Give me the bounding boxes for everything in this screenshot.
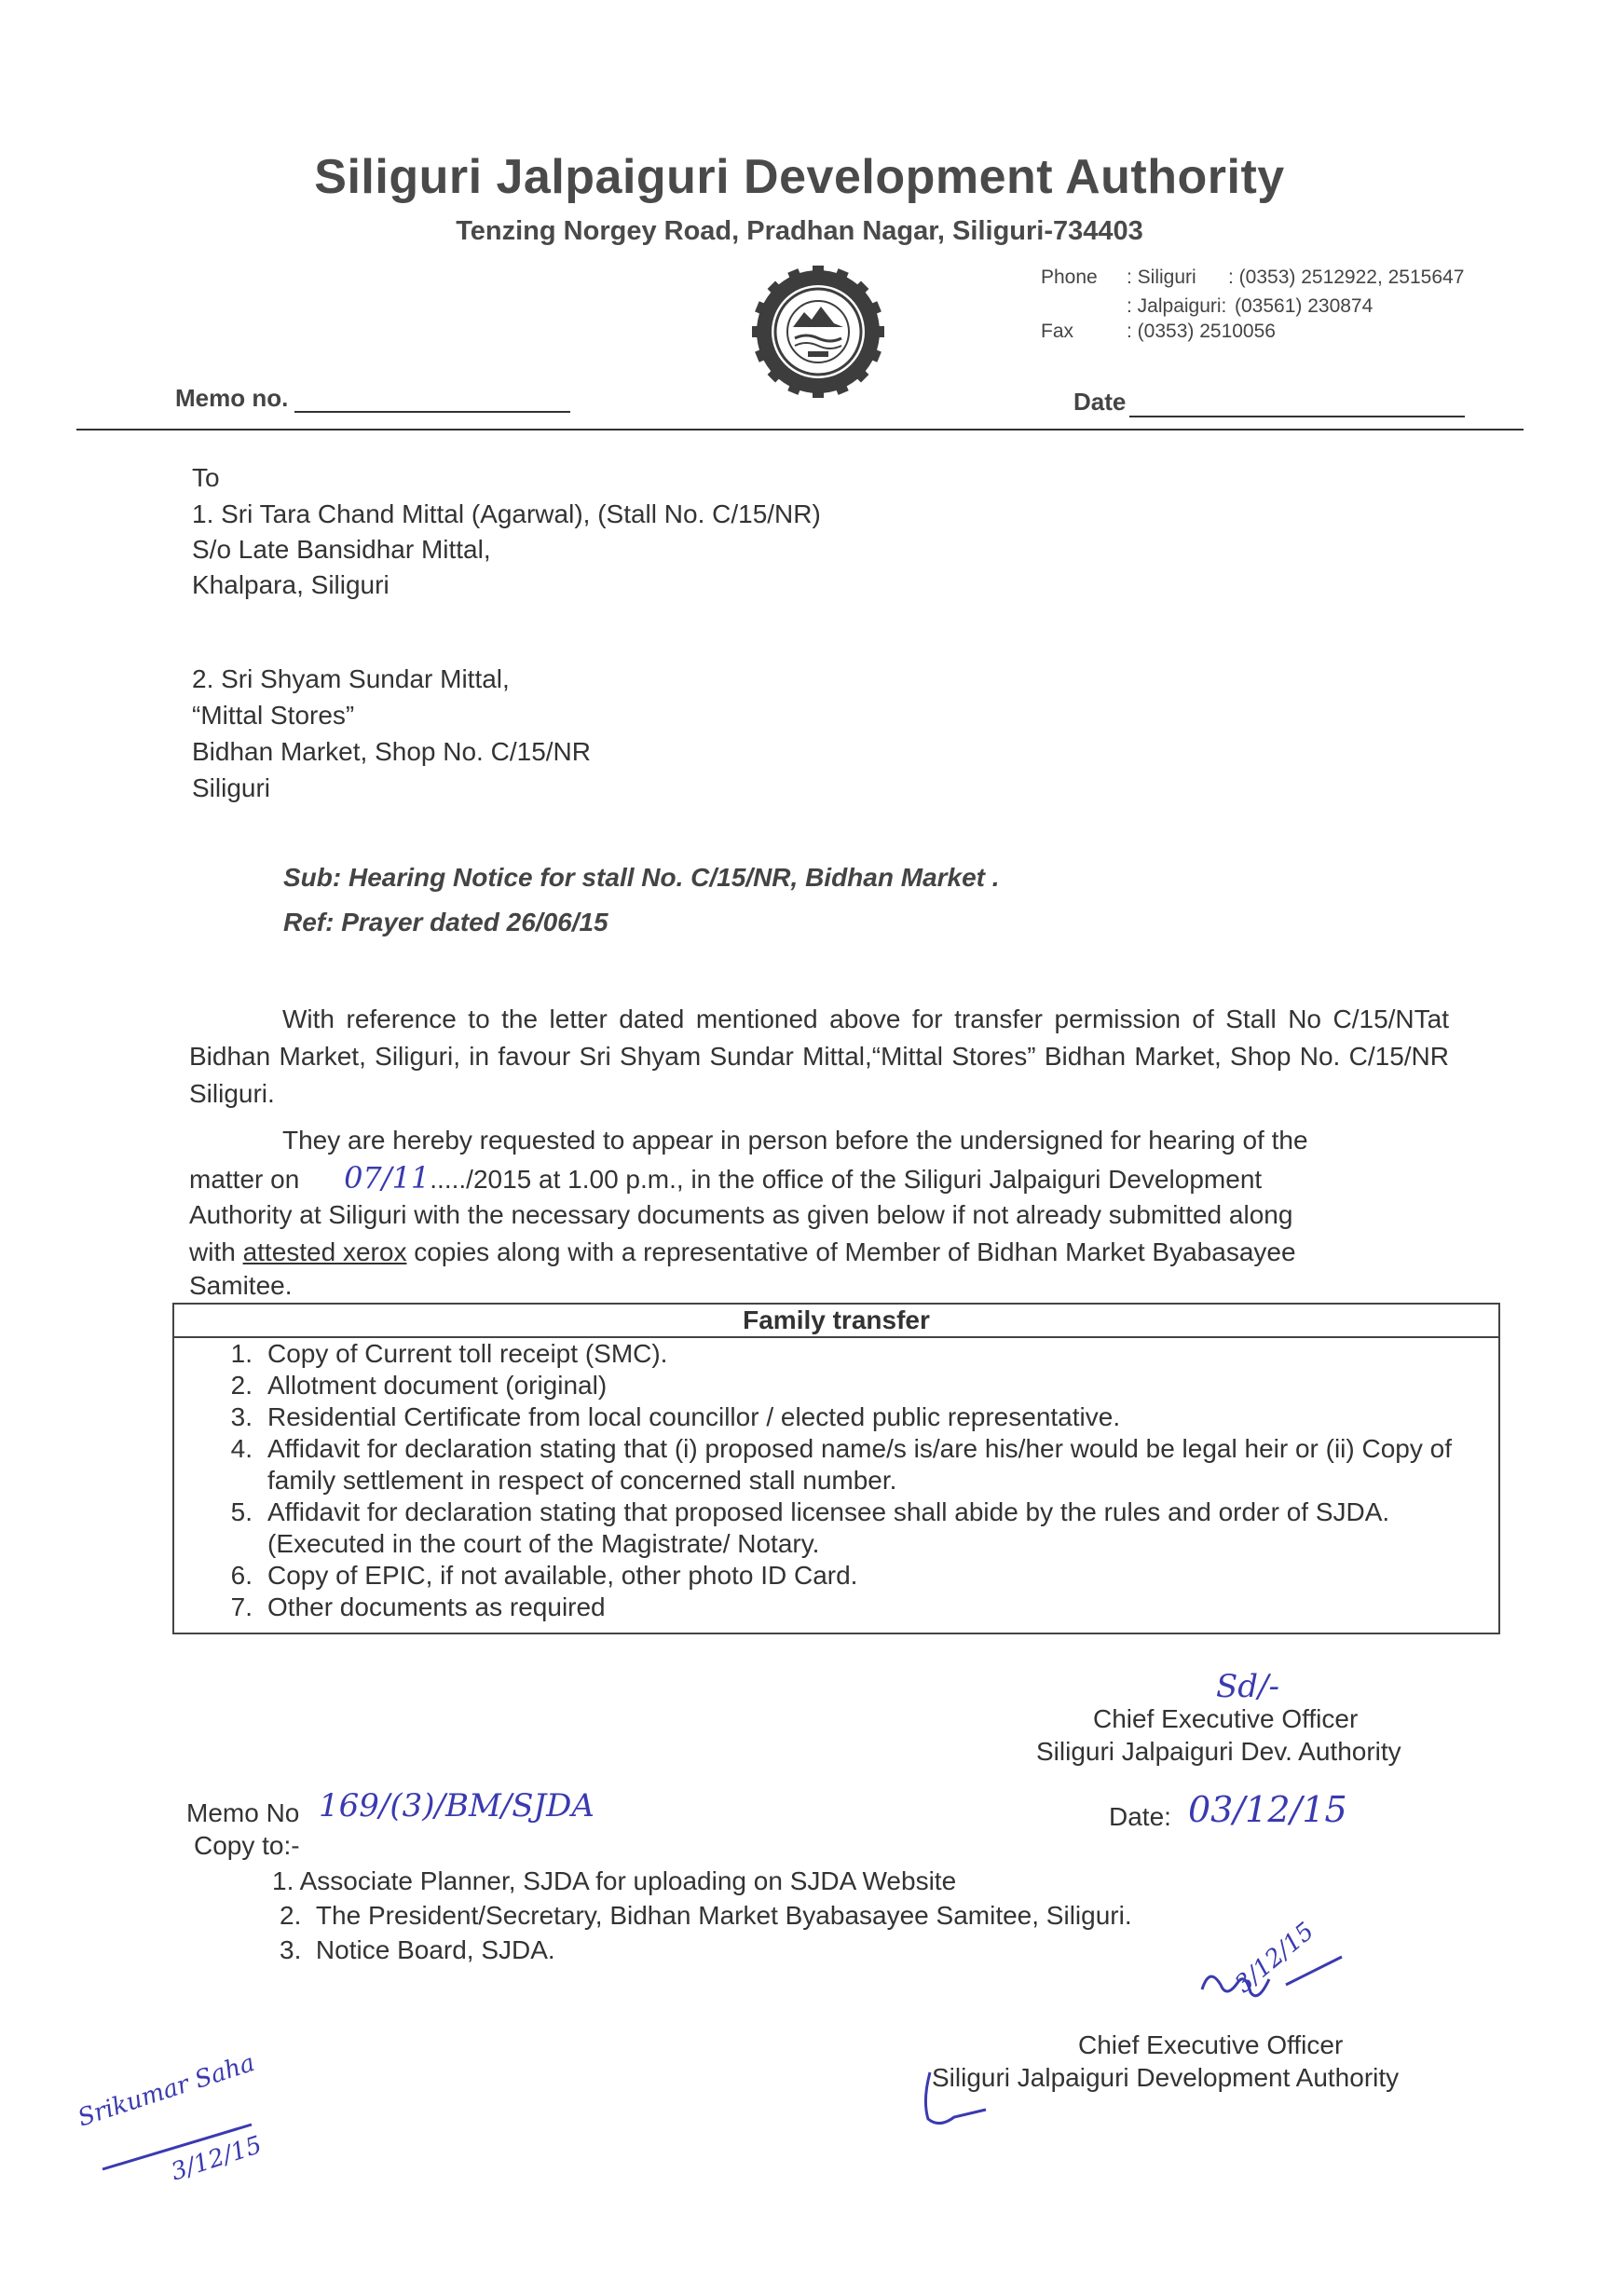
with-text: with bbox=[189, 1237, 236, 1266]
memo-no-handwritten: 169/(3)/BM/SJDA bbox=[319, 1787, 594, 1824]
organization-name: Siliguri Jalpaiguri Development Authority bbox=[314, 150, 1285, 204]
sjda-emblem-logo bbox=[752, 266, 884, 398]
date-handwritten: 03/12/15 bbox=[1188, 1789, 1347, 1830]
list-item: 2. Allotment document (original) bbox=[230, 1371, 608, 1400]
margin-note-name: Srikumar Saha bbox=[75, 2048, 259, 2133]
signatory-title-2: Chief Executive Officer bbox=[1078, 2030, 1344, 2059]
addressee-1-line-1: 1. Sri Tara Chand Mittal (Agarwal), (Stall No. C/15/NR) bbox=[192, 499, 821, 528]
line-4-rest: copies along with a representative of Member of Bidhan Market Byabasayee bbox=[414, 1237, 1296, 1266]
addressee-1-line-2: S/o Late Bansidhar Mittal, bbox=[192, 535, 491, 564]
family-transfer-box bbox=[172, 1303, 1500, 1634]
hearing-date-handwritten: 07/11 bbox=[344, 1160, 430, 1196]
to-label: To bbox=[192, 463, 220, 492]
copy-list bbox=[272, 1864, 1132, 1967]
list-item: 2. The President/Secretary, Bidhan Market Byabasayee Samitee, Siliguri. bbox=[280, 1901, 1132, 1930]
family-transfer-list bbox=[174, 1338, 1498, 1623]
hearing-date-rest: ...../2015 at 1.00 p.m., in the office of the Siliguri Jalpaiguri Development bbox=[430, 1165, 1263, 1194]
body-paragraph-1: With reference to the letter dated mentioned above for transfer permission of Stall No C/15/NTat Bidhan Market, Siliguri, in favour Sri Shyam Sundar Mittal,“Mittal Stores” Bidhan Market, Shop No. C/15/NR Siliguri. bbox=[189, 1004, 1449, 1108]
matter-on-text: matter on bbox=[189, 1165, 300, 1194]
body-paragraph-2-line-2 bbox=[189, 1159, 1449, 1198]
subject-line: Sub: Hearing Notice for stall No. C/15/NR, Bidhan Market . bbox=[283, 863, 1000, 892]
margin-note-date: 3/12/15 bbox=[168, 2131, 266, 2187]
family-transfer-title: Family transfer bbox=[174, 1305, 1498, 1338]
reference-line: Ref: Prayer dated 26/06/15 bbox=[283, 908, 608, 936]
date-label: Date bbox=[1073, 388, 1127, 416]
list-item: 7. Other documents as required bbox=[230, 1592, 606, 1621]
phone-jalpaiguri-value: (03561) 230874 bbox=[1235, 295, 1374, 317]
signatory-org-1: Siliguri Jalpaiguri Dev. Authority bbox=[1036, 1737, 1401, 1766]
sd-handwritten: Sd/- bbox=[1216, 1668, 1279, 1705]
memo-no-footer-label: Memo No bbox=[186, 1798, 300, 1827]
list-item: 3. Residential Certificate from local councillor / elected public representative. bbox=[230, 1402, 1121, 1431]
phone-jalpaiguri-label: : Jalpaiguri: bbox=[1127, 295, 1227, 317]
date-blank bbox=[1129, 416, 1465, 417]
list-item: 5. Affidavit for declaration stating that proposed licensee shall abide by the rules and order of SJDA. (Executed in the court of the Magistrate/ Notary. bbox=[230, 1497, 1390, 1558]
body-paragraph-2-line-4 bbox=[189, 1234, 1449, 1271]
addressee-1-line-3: Khalpara, Siliguri bbox=[192, 570, 390, 599]
fax-label: Fax bbox=[1041, 321, 1074, 342]
list-item: 6. Copy of EPIC, if not available, other photo ID Card. bbox=[230, 1561, 858, 1590]
list-item: 3. Notice Board, SJDA. bbox=[280, 1935, 555, 1964]
list-item: 4. Affidavit for declaration stating that (i) proposed name/s is/are his/her would be legal heir or (ii) Copy of family settlement in respect of concerned stall number. bbox=[230, 1434, 1453, 1495]
addressee-2-line-3: Bidhan Market, Shop No. C/15/NR bbox=[192, 737, 591, 766]
organization-address: Tenzing Norgey Road, Pradhan Nagar, Siliguri-734403 bbox=[456, 216, 1143, 246]
signatory-title-1: Chief Executive Officer bbox=[1093, 1704, 1359, 1733]
addressee-2-line-1: 2. Sri Shyam Sundar Mittal, bbox=[192, 664, 510, 693]
addressee-2-line-2: “Mittal Stores” bbox=[192, 701, 355, 730]
date-footer-label: Date: bbox=[1109, 1802, 1171, 1831]
initial-scribble bbox=[921, 2063, 995, 2138]
phone-siliguri-value: : (0353) 2512922, 2515647 bbox=[1228, 266, 1465, 288]
addressee-2-line-4: Siliguri bbox=[192, 773, 271, 802]
list-item: 1. Copy of Current toll receipt (SMC). bbox=[230, 1339, 668, 1368]
body-paragraph-2-line-1: They are hereby requested to appear in person before the undersigned for hearing of the bbox=[282, 1126, 1308, 1155]
memo-no-label: Memo no. bbox=[175, 384, 289, 412]
ceo-signature-date: 3/12/15 bbox=[1230, 1917, 1320, 1999]
header-divider bbox=[76, 429, 1524, 430]
fax-value: : (0353) 2510056 bbox=[1127, 321, 1276, 342]
attested-xerox-text: attested xerox bbox=[242, 1237, 407, 1266]
phone-label: Phone bbox=[1041, 266, 1098, 288]
memo-no-blank bbox=[294, 411, 570, 413]
signatory-org-2: Siliguri Jalpaiguri Development Authority bbox=[932, 2063, 1400, 2092]
body-paragraph-2-line-5: Samitee. bbox=[189, 1271, 293, 1300]
phone-siliguri-label: : Siliguri bbox=[1127, 266, 1196, 288]
copy-to-label: Copy to:- bbox=[194, 1831, 300, 1860]
list-item: 1. Associate Planner, SJDA for uploading on SJDA Website bbox=[272, 1866, 957, 1895]
body-paragraph-2-line-3: Authority at Siliguri with the necessary documents as given below if not already submitted along bbox=[189, 1200, 1293, 1229]
